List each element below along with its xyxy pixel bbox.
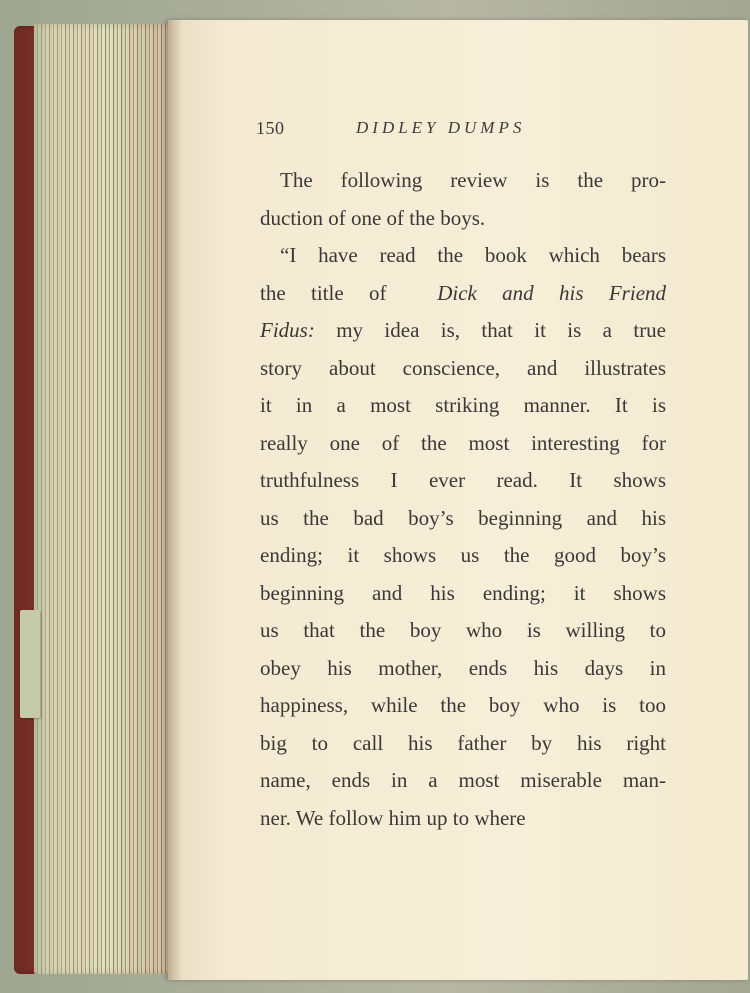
- running-title: DIDLEY DUMPS: [356, 118, 526, 137]
- text-line: “I have read the book which bears: [280, 243, 666, 267]
- text-line: duction of one of the boys.: [260, 205, 486, 230]
- text-line: name, ends in a most miserable man-: [260, 768, 666, 792]
- text-line-with-title: [260, 312, 666, 350]
- page-edges-shading: [34, 24, 179, 974]
- text-line: ending; it shows us the good boy’s: [260, 543, 666, 567]
- text-line: really one of the most interesting for: [260, 430, 666, 455]
- text-fragment: the title of: [260, 280, 387, 305]
- book-title-italic: Dick and his Friend: [437, 280, 666, 305]
- text-line: The following review is the pro-: [280, 168, 666, 192]
- text-line: it in a most striking manner. It is: [260, 393, 666, 417]
- text-line: beginning and his ending; it shows: [260, 580, 666, 605]
- endpaper-strip: [20, 610, 40, 718]
- text-line: obey his mother, ends his days in: [260, 655, 666, 680]
- text-line-with-title: [260, 275, 666, 313]
- text-fragment: my idea is, that it is a true: [336, 318, 666, 342]
- page-number: 150: [256, 118, 285, 138]
- text-line: ner. We follow him up to where: [260, 805, 526, 830]
- page-edges-stack: [34, 24, 179, 974]
- text-line: story about conscience, and illustrates: [260, 355, 666, 380]
- text-line: us the bad boy’s beginning and his: [260, 505, 666, 530]
- page-header: [256, 118, 676, 144]
- text-line: big to call his father by his right: [260, 730, 666, 755]
- book-title-italic: Fidus:: [260, 318, 315, 342]
- text-line: truthfulness I ever read. It shows: [260, 468, 666, 492]
- text-line: happiness, while the boy who is too: [260, 693, 666, 717]
- page-text: [260, 162, 666, 837]
- text-line: us that the boy who is willing to: [260, 618, 666, 642]
- page-gutter-shadow: [168, 20, 182, 980]
